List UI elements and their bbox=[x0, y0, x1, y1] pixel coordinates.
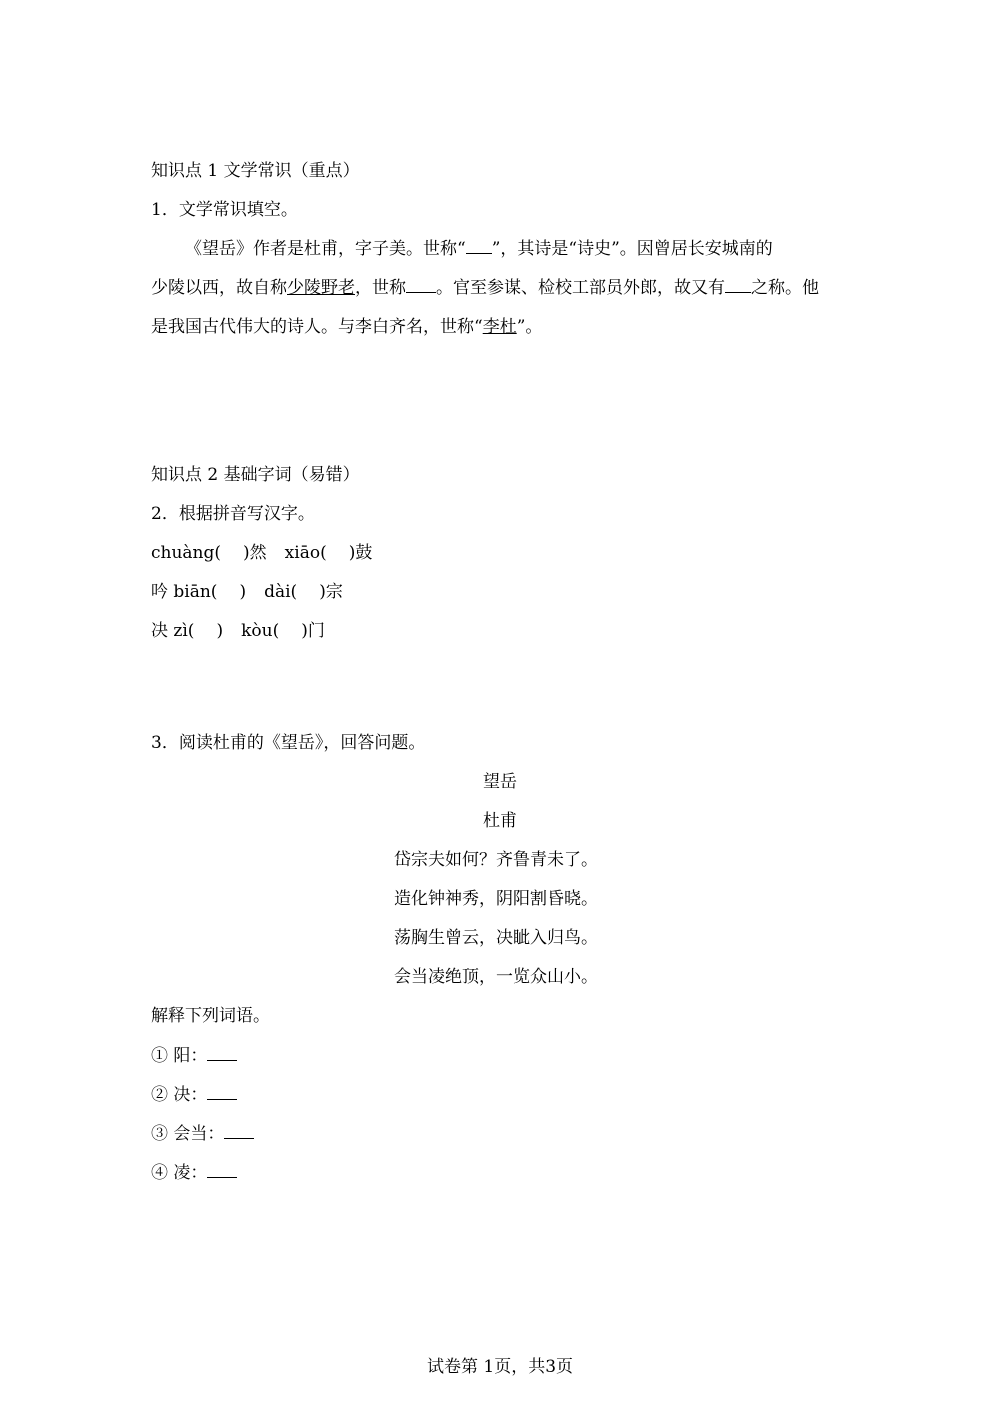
q1-text-e: ，世称 bbox=[355, 278, 406, 298]
q1-underlined-lidu: 李杜 bbox=[482, 317, 517, 337]
poem-line-1: 岱宗夫如何？齐鲁青未了。 bbox=[394, 850, 598, 870]
q1-blank-1 bbox=[466, 237, 492, 254]
q1-text-h: 是我国古代伟大的诗人。与李白齐名，世称“ bbox=[151, 317, 483, 337]
pinyin-2b-open: dài( bbox=[264, 582, 298, 602]
explain-item-4 bbox=[151, 1161, 237, 1184]
q1-text-a: 《望岳》作者是杜甫，字子美。世称“ bbox=[185, 239, 466, 259]
question-1-paragraph bbox=[151, 230, 843, 347]
explain-item-1-label: ① 阳： bbox=[151, 1046, 208, 1066]
pinyin-row-1 bbox=[151, 542, 372, 564]
pinyin-1a-close: )然 bbox=[243, 543, 267, 563]
section-1-heading: 知识点 1 文学常识（重点） bbox=[151, 161, 360, 181]
explain-item-3 bbox=[151, 1122, 254, 1145]
explain-item-3-label: ③ 会当： bbox=[151, 1124, 225, 1144]
pinyin-2a-open: 吟 biān( bbox=[151, 582, 218, 602]
pinyin-3a-open: 决 zì( bbox=[151, 621, 195, 641]
poem-title: 望岳 bbox=[483, 772, 517, 792]
question-1-title: 1．文学常识填空。 bbox=[151, 200, 298, 220]
q1-blank-3 bbox=[725, 276, 751, 293]
poem-author: 杜甫 bbox=[483, 811, 517, 831]
q1-text-g: 之称。他 bbox=[751, 278, 819, 298]
q1-underlined-shaolingyelao: 少陵野老 bbox=[287, 278, 355, 298]
pinyin-row-3 bbox=[151, 620, 325, 642]
pinyin-3b-open: kòu( bbox=[241, 621, 280, 641]
explain-item-4-blank bbox=[207, 1161, 237, 1178]
pinyin-row-2 bbox=[151, 581, 343, 603]
q1-text-f: 。官至参谋、检校工部员外郎，故又有 bbox=[436, 278, 725, 298]
explain-item-2 bbox=[151, 1083, 237, 1106]
pinyin-3b-close: )门 bbox=[301, 621, 325, 641]
explain-title: 解释下列词语。 bbox=[151, 1006, 270, 1026]
page-footer: 试卷第 1页，共3页 bbox=[426, 1357, 574, 1377]
section-2-heading: 知识点 2 基础字词（易错） bbox=[151, 465, 360, 485]
poem-line-4: 会当凌绝顶，一览众山小。 bbox=[394, 967, 598, 987]
pinyin-1b-close: )鼓 bbox=[348, 543, 373, 563]
pinyin-1b-open: xiāo( bbox=[284, 543, 327, 563]
pinyin-3a-close: ) bbox=[216, 621, 224, 641]
question-2-title: 2．根据拼音写汉字。 bbox=[151, 504, 315, 524]
pinyin-2b-close: )宗 bbox=[319, 582, 343, 602]
pinyin-1a-open: chuàng( bbox=[151, 543, 222, 563]
question-3-title: 3．阅读杜甫的《望岳》，回答问题。 bbox=[151, 733, 426, 753]
explain-item-1-blank bbox=[207, 1044, 237, 1061]
q1-text-b: ”，其诗是“诗史”。因曾居长安城南的 bbox=[491, 239, 773, 259]
q1-text-j: ”。 bbox=[516, 317, 543, 337]
explain-item-2-label: ② 决： bbox=[151, 1085, 208, 1105]
explain-item-1 bbox=[151, 1044, 237, 1067]
explain-item-3-blank bbox=[224, 1122, 254, 1139]
explain-item-2-blank bbox=[207, 1083, 237, 1100]
pinyin-2a-close: ) bbox=[239, 582, 247, 602]
q1-blank-2 bbox=[406, 276, 436, 293]
poem-line-3: 荡胸生曾云，决眦入归鸟。 bbox=[394, 928, 598, 948]
q1-text-c: 少陵以西，故自称 bbox=[151, 278, 287, 298]
explain-item-4-label: ④ 凌： bbox=[151, 1163, 208, 1183]
poem-line-2: 造化钟神秀，阴阳割昏晓。 bbox=[394, 889, 598, 909]
